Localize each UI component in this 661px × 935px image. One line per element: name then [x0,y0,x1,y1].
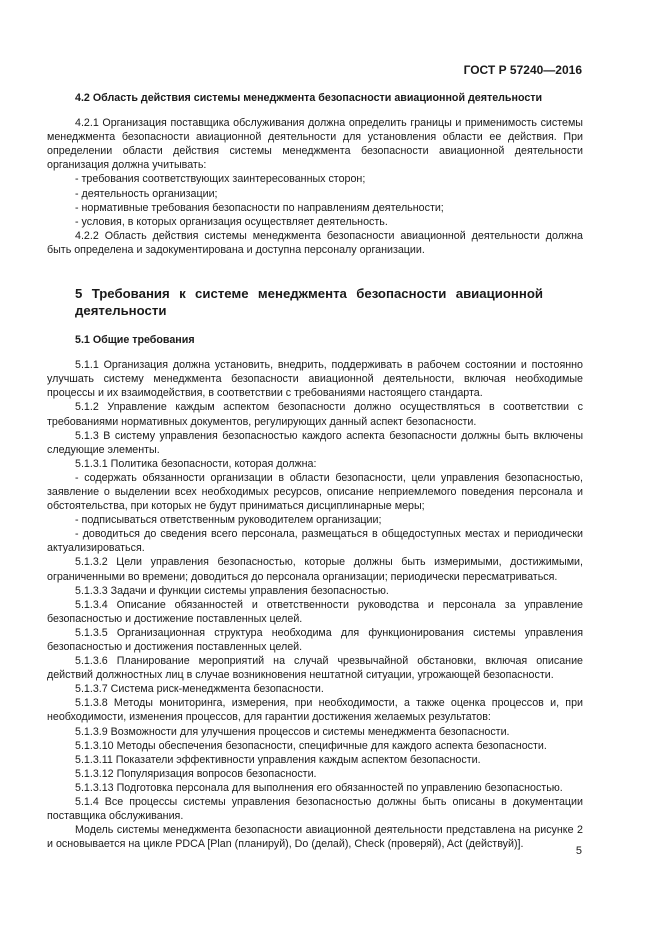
paragraph-4-2-1: 4.2.1 Организация поставщика обслуживания должна определить границы и применимость системы менеджмента безопасности авиационной деятельности для установления области ее действия. При определении области действия системы менеджмента безопасности авиационной деятельности организация должна учитывать: [47,117,583,172]
bullet-item: - условия, в которых организация осуществляет деятельность. [75,215,388,228]
bullet-item: - требования соответствующих заинтересованных сторон; [75,173,366,186]
paragraph: 5.1.3.13 Подготовка персонала для выполнения его обязанностей по управлению безопасностью. [75,781,563,794]
paragraph: 5.1.4 Все процессы системы управления безопасностью должны быть описаны в документации поставщика обслуживания. [47,796,583,823]
bullet-item: - подписываться ответственным руководителем организации; [75,514,382,527]
paragraph-4-2-2: 4.2.2 Область действия системы менеджмента безопасности авиационной деятельности должна быть определена и задокументирована и доступна персоналу организации. [47,229,583,256]
paragraph: Модель системы менеджмента безопасности авиационной деятельности представлена на рисунке 2 и основывается на цикле PDCA [Plan (планируй), Do (делай), Check (проверяй), Act (действуй)]. [47,824,583,851]
page-number: 5 [575,845,582,857]
bullet-item: - нормативные требования безопасности по направлениям деятельности; [75,201,444,214]
paragraph: 5.1.3.10 Методы обеспечения безопасности, специфичные для каждого аспекта безопасности. [75,739,547,752]
section-5-1-heading: 5.1 Общие требования [75,334,195,347]
paragraph: 5.1.1 Организация должна установить, внедрить, поддерживать в рабочем состоянии и постоянно улучшать систему менеджмента безопасности авиационной деятельности, включая необходимые процессы и их взаимодействия, в соответствии с требованиями настоящего стандарта. [47,359,583,400]
paragraph: 5.1.2 Управление каждым аспектом безопасности должно осуществляться в соответствии с требованиями нормативных документов, регулирующих данный аспект безопасности. [47,401,583,428]
paragraph: 5.1.3.6 Планирование мероприятий на случай чрезвычайной обстановки, включая описание действий должностных лиц в случае возникновения нештатной ситуации, угрожающей безопасности. [47,655,583,682]
paragraph: 5.1.3.1 Политика безопасности, которая должна: [75,457,317,470]
document-header: ГОСТ Р 57240—2016 [463,63,582,77]
bullet-item: - деятельность организации; [75,187,218,200]
section-4-2-heading: 4.2 Область действия системы менеджмента безопасности авиационной деятельности [75,92,543,104]
paragraph: 5.1.3.5 Организационная структура необходима для функционирования системы управления безопасностью и достижения поставленных целей. [47,626,583,653]
paragraph: 5.1.3.2 Цели управления безопасностью, которые должны быть измеримыми, достижимыми, ограниченными во времени; доводиться до персонала организации; периодически пересматриваться. [47,556,583,583]
page-content [47,91,583,851]
paragraph: 5.1.3.12 Популяризация вопросов безопасности. [75,767,317,780]
paragraph: 5.1.3.8 Методы мониторинга, измерения, при необходимости, а также оценка процессов и, при необходимости, изменения процессов, для гарантии достижения желаемых результатов: [47,697,583,724]
paragraph: 5.1.3.7 Система риск-менеджмента безопасности. [75,683,324,696]
paragraph: 5.1.3.3 Задачи и функции системы управления безопасностью. [75,584,389,597]
paragraph: 5.1.3.9 Возможности для улучшения процессов и системы менеджмента безопасности. [75,725,510,738]
bullet-item: - доводиться до сведения всего персонала, размещаться в общедоступных местах и периодически актуализироваться. [47,528,583,555]
bullet-item: - содержать обязанности организации в области безопасности, цели управления безопасностью, заявление о выделении всех необходимых ресурсов, описание неприемлемого поведения персонала и обстоятельства, при которых не будут приниматься дисциплинарные меры; [47,471,583,513]
paragraph: 5.1.3 В систему управления безопасностью каждого аспекта безопасности должны быть включены следующие элементы. [47,429,583,456]
paragraph: 5.1.3.4 Описание обязанностей и ответственности руководства и персонала за управление безопасностью и достижение поставленных целей. [47,598,583,625]
paragraph: 5.1.3.11 Показатели эффективности управления каждым аспектом безопасности. [75,753,481,766]
section-5-heading: 5 Требования к системе менеджмента безопасности авиационной деятельности [75,286,543,319]
